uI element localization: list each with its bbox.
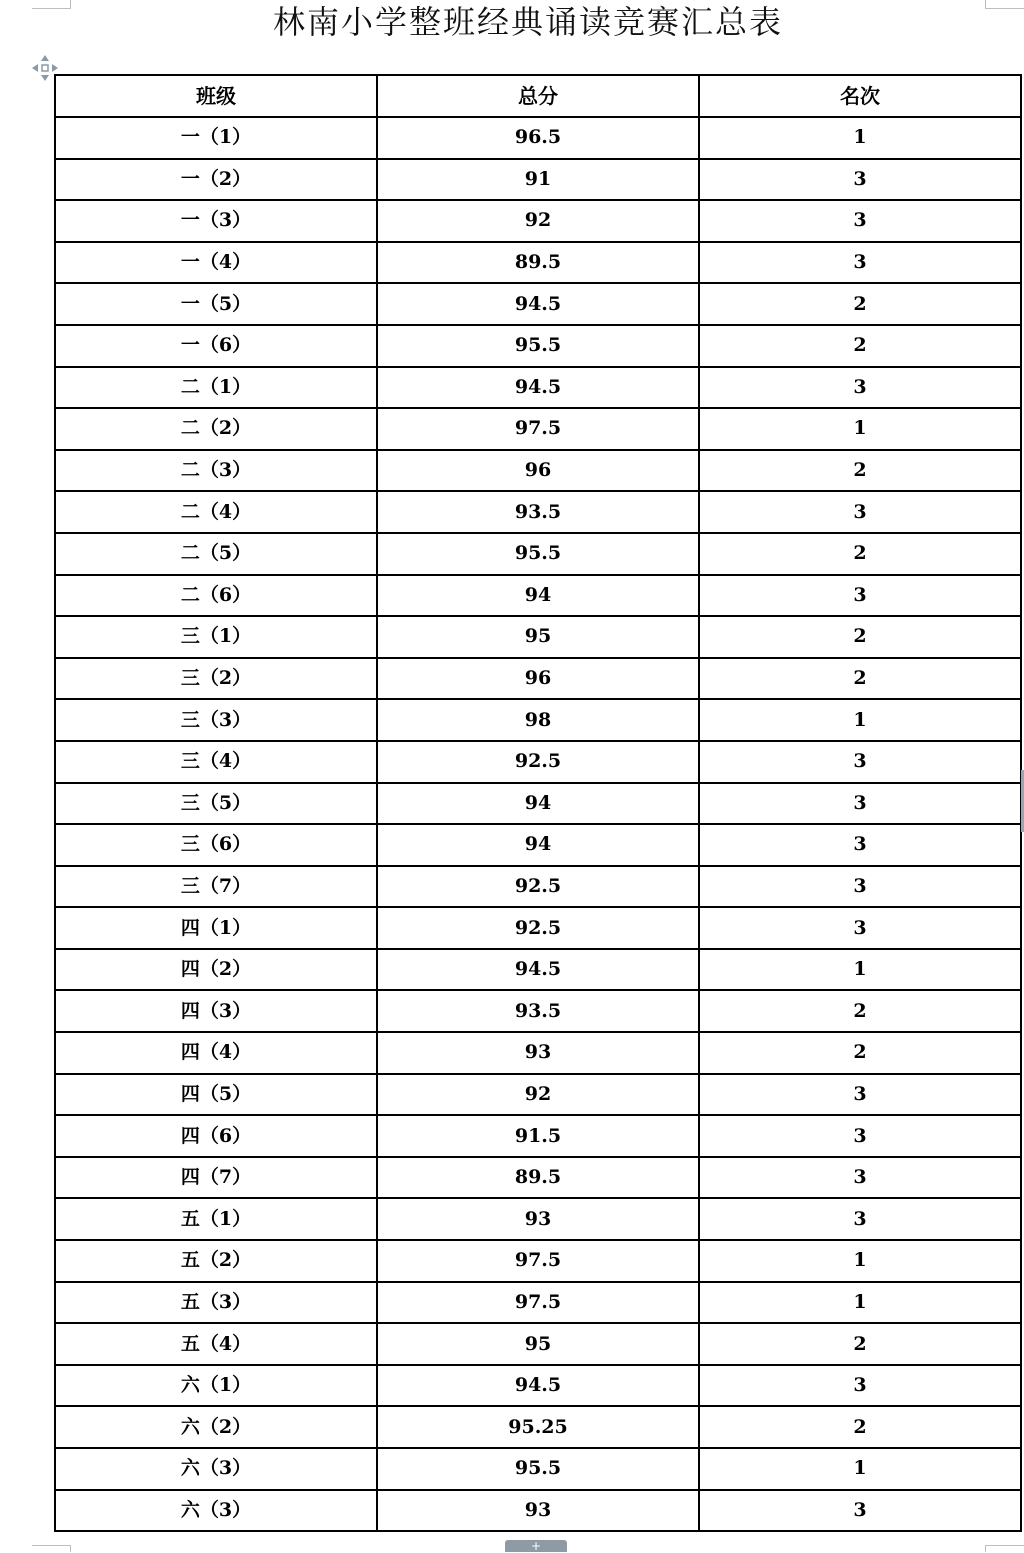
table-row — [55, 741, 1021, 783]
cell-class[interactable]: 三（3） — [55, 699, 377, 741]
table-row — [55, 783, 1021, 825]
cell-score[interactable]: 95.5 — [377, 533, 699, 575]
cell-score[interactable]: 97.5 — [377, 1240, 699, 1282]
cell-class[interactable]: 四（5） — [55, 1074, 377, 1116]
table-row — [55, 408, 1021, 450]
cell-rank[interactable]: 2 — [699, 325, 1021, 367]
cell-class[interactable]: 六（3） — [55, 1448, 377, 1490]
cell-rank[interactable]: 2 — [699, 450, 1021, 492]
cell-rank[interactable]: 2 — [699, 533, 1021, 575]
header-class: 班级 — [55, 75, 377, 117]
cell-rank[interactable]: 1 — [699, 1282, 1021, 1324]
cell-rank[interactable]: 3 — [699, 741, 1021, 783]
table-row — [55, 616, 1021, 658]
cell-score[interactable]: 94.5 — [377, 283, 699, 325]
table-row — [55, 1448, 1021, 1490]
cell-score[interactable]: 97.5 — [377, 408, 699, 450]
cell-score[interactable]: 95.5 — [377, 325, 699, 367]
cell-score[interactable]: 92.5 — [377, 907, 699, 949]
table-row — [55, 159, 1021, 201]
cell-score[interactable]: 91.5 — [377, 1115, 699, 1157]
cell-rank[interactable]: 2 — [699, 1032, 1021, 1074]
cell-score[interactable]: 97.5 — [377, 1282, 699, 1324]
cell-score[interactable]: 93.5 — [377, 990, 699, 1032]
table-row — [55, 367, 1021, 409]
table-row — [55, 1157, 1021, 1199]
cell-score[interactable]: 95.5 — [377, 1448, 699, 1490]
cell-rank[interactable]: 2 — [699, 616, 1021, 658]
cell-class[interactable]: 五（3） — [55, 1282, 377, 1324]
table-row — [55, 1074, 1021, 1116]
cell-class[interactable]: 二（1） — [55, 367, 377, 409]
cell-rank[interactable]: 1 — [699, 1448, 1021, 1490]
cell-score[interactable]: 93 — [377, 1490, 699, 1532]
cell-rank[interactable]: 3 — [699, 1365, 1021, 1407]
cell-class[interactable]: 四（4） — [55, 1032, 377, 1074]
cell-score[interactable]: 93 — [377, 1198, 699, 1240]
table-row — [55, 1490, 1021, 1532]
cell-score[interactable]: 89.5 — [377, 242, 699, 284]
cell-score[interactable]: 92 — [377, 1074, 699, 1116]
cell-rank[interactable]: 3 — [699, 1115, 1021, 1157]
cell-class[interactable]: 一（6） — [55, 325, 377, 367]
table-body — [55, 117, 1021, 1531]
cell-rank[interactable]: 1 — [699, 117, 1021, 159]
cell-score[interactable]: 94.5 — [377, 367, 699, 409]
cell-rank[interactable]: 3 — [699, 783, 1021, 825]
table-row — [55, 990, 1021, 1032]
cell-score[interactable]: 95 — [377, 1323, 699, 1365]
cell-score[interactable]: 96 — [377, 450, 699, 492]
page-corner-bottom-right — [985, 1545, 1024, 1552]
table-row — [55, 866, 1021, 908]
table-row — [55, 1115, 1021, 1157]
cell-class[interactable]: 四（2） — [55, 949, 377, 991]
table-row — [55, 658, 1021, 700]
table-row — [55, 1240, 1021, 1282]
cell-class[interactable]: 五（2） — [55, 1240, 377, 1282]
cell-rank[interactable]: 3 — [699, 575, 1021, 617]
cell-score[interactable]: 92.5 — [377, 866, 699, 908]
cell-rank[interactable]: 3 — [699, 866, 1021, 908]
cell-rank[interactable]: 3 — [699, 159, 1021, 201]
cell-rank[interactable]: 1 — [699, 1240, 1021, 1282]
cell-rank[interactable]: 3 — [699, 1198, 1021, 1240]
table-row — [55, 491, 1021, 533]
cell-score[interactable]: 92.5 — [377, 741, 699, 783]
document-title: 林南小学整班经典诵读竞赛汇总表 — [272, 3, 783, 41]
cell-rank[interactable]: 3 — [699, 1074, 1021, 1116]
table-row — [55, 200, 1021, 242]
cell-rank[interactable]: 2 — [699, 1406, 1021, 1448]
header-score: 总分 — [377, 75, 699, 117]
table-row — [55, 1365, 1021, 1407]
cell-score[interactable]: 94.5 — [377, 949, 699, 991]
cell-rank[interactable]: 1 — [699, 408, 1021, 450]
cell-class[interactable]: 六（2） — [55, 1406, 377, 1448]
cell-class[interactable]: 二（6） — [55, 575, 377, 617]
cell-rank[interactable]: 3 — [699, 242, 1021, 284]
table-row — [55, 949, 1021, 991]
cell-class[interactable]: 一（3） — [55, 200, 377, 242]
cell-class[interactable]: 六（3） — [55, 1490, 377, 1532]
cell-class[interactable]: 五（1） — [55, 1198, 377, 1240]
cell-rank[interactable]: 1 — [699, 949, 1021, 991]
cell-class[interactable]: 三（7） — [55, 866, 377, 908]
table-row — [55, 533, 1021, 575]
cell-rank[interactable]: 2 — [699, 658, 1021, 700]
cell-score[interactable]: 95.25 — [377, 1406, 699, 1448]
table-row — [55, 824, 1021, 866]
cell-rank[interactable]: 3 — [699, 367, 1021, 409]
cell-class[interactable]: 二（5） — [55, 533, 377, 575]
table-row — [55, 117, 1021, 159]
table-row — [55, 242, 1021, 284]
cell-rank[interactable]: 3 — [699, 1157, 1021, 1199]
cell-score[interactable]: 95 — [377, 616, 699, 658]
table-row — [55, 1198, 1021, 1240]
table-row — [55, 1282, 1021, 1324]
cell-score[interactable]: 92 — [377, 200, 699, 242]
cell-score[interactable]: 94 — [377, 575, 699, 617]
add-row-button[interactable] — [505, 1540, 567, 1552]
cell-score[interactable]: 93.5 — [377, 491, 699, 533]
cell-class[interactable]: 四（6） — [55, 1115, 377, 1157]
cell-class[interactable]: 四（1） — [55, 907, 377, 949]
table-row — [55, 450, 1021, 492]
cell-class[interactable]: 三（1） — [55, 616, 377, 658]
cell-class[interactable]: 二（2） — [55, 408, 377, 450]
cell-rank[interactable]: 3 — [699, 907, 1021, 949]
cell-class[interactable]: 一（4） — [55, 242, 377, 284]
cell-class[interactable]: 一（2） — [55, 159, 377, 201]
cell-class[interactable]: 五（4） — [55, 1323, 377, 1365]
cell-score[interactable]: 93 — [377, 1032, 699, 1074]
table-row — [55, 325, 1021, 367]
cell-rank[interactable]: 3 — [699, 491, 1021, 533]
cell-score[interactable]: 91 — [377, 159, 699, 201]
table-row — [55, 907, 1021, 949]
table-row — [55, 1032, 1021, 1074]
cell-score[interactable]: 98 — [377, 699, 699, 741]
cell-class[interactable]: 六（1） — [55, 1365, 377, 1407]
cell-rank[interactable]: 2 — [699, 1323, 1021, 1365]
cell-rank[interactable]: 3 — [699, 200, 1021, 242]
header-rank: 名次 — [699, 75, 1021, 117]
table-row — [55, 1406, 1021, 1448]
cell-rank[interactable]: 2 — [699, 283, 1021, 325]
cell-class[interactable]: 三（6） — [55, 824, 377, 866]
cell-score[interactable]: 94 — [377, 824, 699, 866]
cell-rank[interactable]: 1 — [699, 699, 1021, 741]
cell-class[interactable]: 三（5） — [55, 783, 377, 825]
cell-score[interactable]: 96 — [377, 658, 699, 700]
page-corner-bottom-left — [32, 1545, 71, 1552]
cell-class[interactable]: 二（3） — [55, 450, 377, 492]
table-row — [55, 1323, 1021, 1365]
table-row — [55, 283, 1021, 325]
cell-score[interactable]: 94.5 — [377, 1365, 699, 1407]
table-row — [55, 699, 1021, 741]
cell-rank[interactable]: 3 — [699, 1490, 1021, 1532]
cell-rank[interactable]: 2 — [699, 990, 1021, 1032]
cell-class[interactable]: 三（4） — [55, 741, 377, 783]
cell-rank[interactable]: 3 — [699, 824, 1021, 866]
cell-class[interactable]: 一（1） — [55, 117, 377, 159]
cell-class[interactable]: 一（5） — [55, 283, 377, 325]
table-row — [55, 575, 1021, 617]
cell-class[interactable]: 三（2） — [55, 658, 377, 700]
plus-icon: + — [530, 1539, 542, 1553]
cell-score[interactable]: 94 — [377, 783, 699, 825]
table-header-row — [55, 75, 1021, 117]
cell-class[interactable]: 四（7） — [55, 1157, 377, 1199]
cell-class[interactable]: 二（4） — [55, 491, 377, 533]
cell-score[interactable]: 89.5 — [377, 1157, 699, 1199]
cell-score[interactable]: 96.5 — [377, 117, 699, 159]
cell-class[interactable]: 四（3） — [55, 990, 377, 1032]
score-summary-table — [54, 74, 1022, 1532]
